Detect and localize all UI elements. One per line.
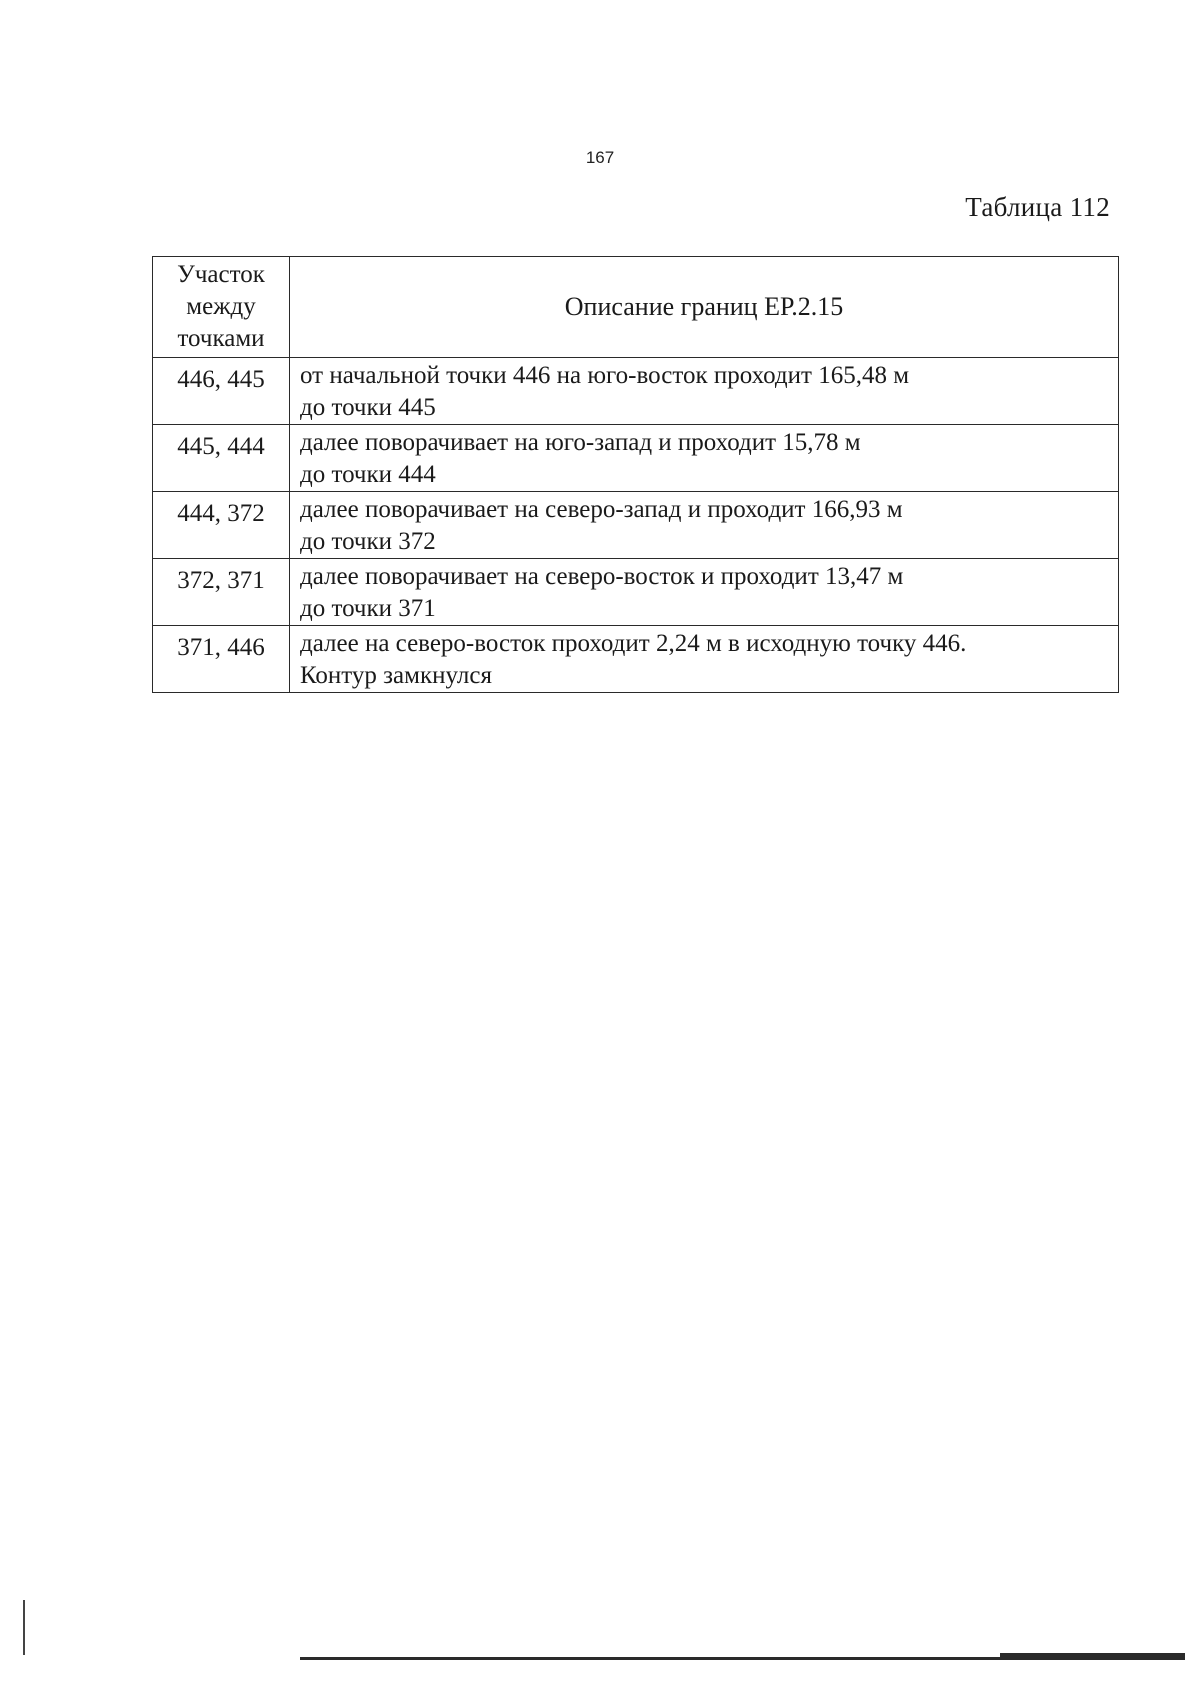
header-row [153, 257, 1119, 358]
description-line: от начальной точки 446 на юго-восток проходит 165,48 м [300, 362, 910, 389]
boundary-table [152, 256, 1119, 693]
description-line: далее поворачивает на северо-запад и проходит 166,93 м [300, 496, 903, 523]
description-line: Контур замкнулся [300, 662, 492, 689]
table-caption: Таблица 112 [965, 192, 1110, 222]
table-row [153, 559, 1119, 626]
description-line: до точки 372 [300, 528, 436, 555]
description-line: до точки 444 [300, 461, 436, 488]
header-description: Описание границ ЕР.2.15 [290, 257, 1119, 358]
segment-cell: 445, 444 [153, 425, 290, 492]
description-cell [290, 626, 1119, 693]
description-cell [290, 425, 1119, 492]
header-segment-line: между [186, 293, 256, 320]
margin-mark [23, 1600, 25, 1655]
table-row [153, 626, 1119, 693]
table-row [153, 425, 1119, 492]
segment-cell: 446, 445 [153, 358, 290, 425]
description-line: до точки 445 [300, 394, 436, 421]
description-line: далее поворачивает на юго-запад и проходит 15,78 м [300, 429, 861, 456]
description-line: далее на северо-восток проходит 2,24 м в исходную точку 446. [300, 630, 967, 657]
segment-cell: 444, 372 [153, 492, 290, 559]
table-row [153, 492, 1119, 559]
header-segment-line: Участок [177, 261, 265, 288]
description-cell [290, 559, 1119, 626]
table-row [153, 358, 1119, 425]
header-segment-line: точками [177, 325, 265, 352]
segment-cell: 372, 371 [153, 559, 290, 626]
segment-cell: 371, 446 [153, 626, 290, 693]
description-cell [290, 358, 1119, 425]
description-line: до точки 371 [300, 595, 436, 622]
bottom-rule-thick [1000, 1653, 1185, 1659]
header-segment [153, 257, 290, 358]
description-cell [290, 492, 1119, 559]
description-line: далее поворачивает на северо-восток и проходит 13,47 м [300, 563, 904, 590]
page-number: 167 [585, 148, 615, 167]
